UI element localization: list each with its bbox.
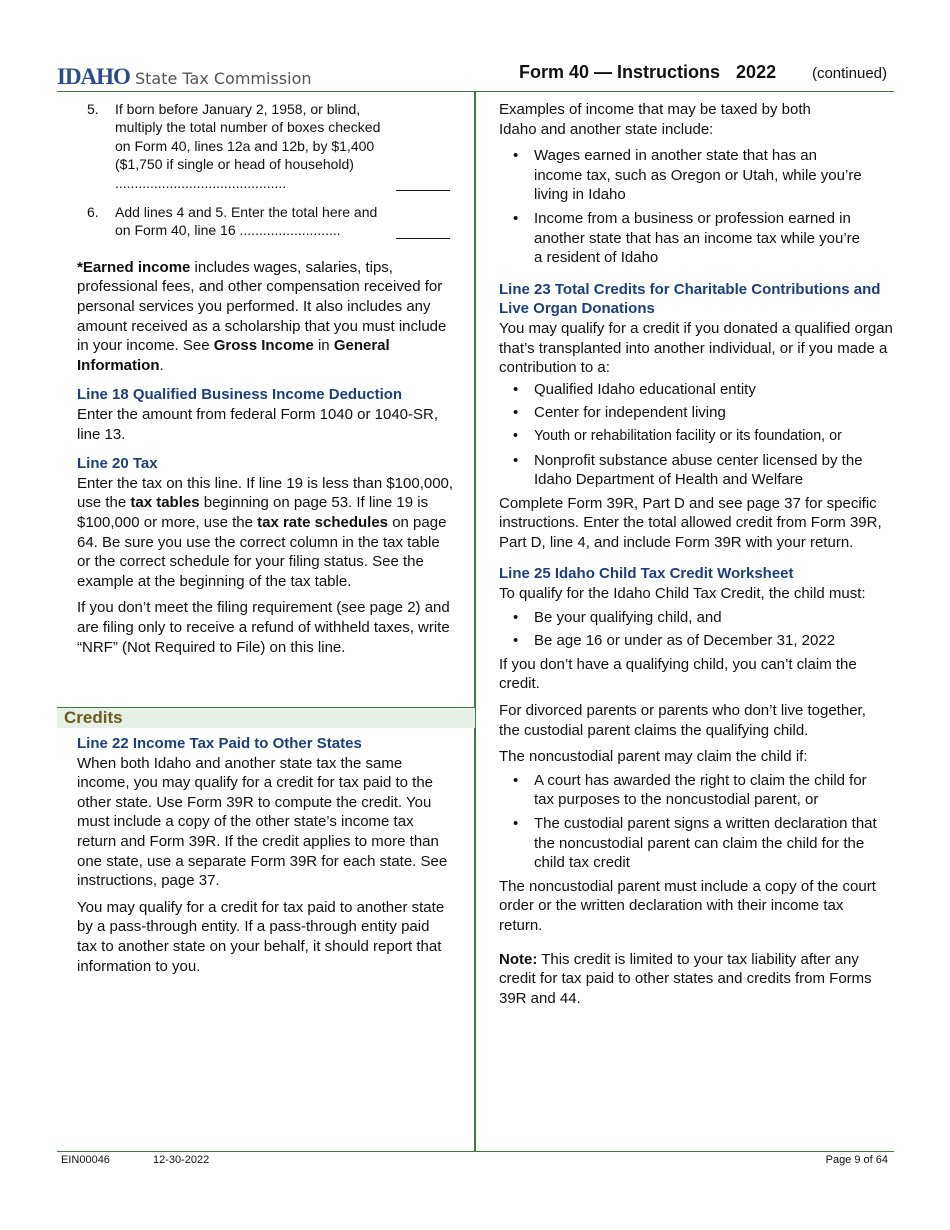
continued-label: (continued): [811, 65, 887, 82]
line-number: 6.: [87, 204, 99, 221]
column-divider: [474, 92, 476, 1152]
line-text: Add lines 4 and 5. Enter the total here and on Form 40, line 16 ..........................: [115, 204, 378, 239]
line25-no-child: If you don’t have a qualifying child, you can’t claim the credit.: [499, 655, 857, 693]
footer-code: EIN00046: [61, 1154, 110, 1166]
left-column-credits: [77, 734, 457, 983]
line-text: If born before January 2, 1958, or blind, multiply the total number of boxes checked on Form 40, lines 12a and 12b, by $1,400 ($1,750 if single or head of household) ............................................: [115, 101, 381, 191]
line22-heading: Line 22 Income Tax Paid to Other States: [77, 735, 362, 752]
tax-rate-schedules-ref: tax rate schedules: [257, 513, 389, 531]
list-item: • Be age 16 or under as of December 31, 2022: [499, 631, 894, 651]
line20-body: [77, 474, 457, 592]
idaho-logo: [57, 64, 312, 90]
left-column: [77, 100, 457, 664]
line20-text-e: on page 64. Be sure you use the correct column in the tax table or the correct schedule for your filing status. See the example at the beginning of the tax table.: [77, 513, 447, 590]
line25-noncustodial: The noncustodial parent may claim the child if:: [499, 748, 808, 766]
page-number: Page 9 of 64: [825, 1154, 888, 1166]
examples-list: [499, 146, 894, 268]
footer-divider: [57, 1151, 894, 1152]
page-header: [57, 58, 893, 92]
form-title: [519, 62, 776, 83]
list-item: • Center for independent living: [499, 403, 894, 423]
note-text: This credit is limited to your tax liability after any credit for tax paid to other states and credits from Forms 39R and 44.: [499, 950, 872, 1007]
entry-blank: [396, 190, 450, 191]
earned-income-note: [77, 258, 457, 376]
logo-mark: IDAHO: [57, 64, 130, 89]
line18-heading: Line 18 Qualified Business Income Deduction: [77, 386, 403, 404]
worksheet-line-5: [77, 100, 385, 192]
line25-copy: The noncustodial parent must include a copy of the court order or the written declaration with their income tax return.: [499, 877, 876, 934]
line20-text-c: beginning on page 53. If line 19 is $100,000 or more, use the: [77, 494, 429, 531]
entry-blank: [396, 238, 450, 239]
line23-after: Complete Form 39R, Part D and see page 37 for specific instructions. Enter the total allowed credit from Form 39R, Part D, line 4, and include Form 39R with your return.: [499, 494, 882, 551]
general-information-ref: General Information: [77, 337, 390, 374]
line20-nrf: If you don’t meet the filing requirement (see page 2) and are filing only to receive a refund of withheld taxes, write “NRF” (Not Required to File) on this line.: [77, 599, 450, 656]
line-number: 5.: [87, 101, 99, 117]
list-item: • A court has awarded the right to claim the child for tax purposes to the noncustodial parent, or: [499, 771, 879, 810]
noncustodial-list: [499, 771, 894, 873]
credits-section-bar: [57, 707, 475, 728]
period: .: [159, 356, 164, 374]
line20-heading: Line 20 Tax: [77, 455, 158, 473]
line23-heading: Line 23 Total Credits for Charitable Contributions and Live Organ Donations: [499, 280, 881, 318]
line23-list: [499, 380, 894, 490]
tax-tables-ref: tax tables: [130, 494, 200, 512]
right-column: [499, 100, 894, 1015]
line20-text-a: Enter the tax on this line. If line 19 is less than $100,000, use the: [77, 474, 454, 512]
form-year: 2022: [736, 62, 777, 82]
list-item: • The custodial parent signs a written declaration that the noncustodial parent can claim the child for the child tax credit: [499, 814, 879, 873]
note-label: Note:: [499, 950, 538, 968]
earned-income-text: includes wages, salaries, tips, professional fees, and other compensation received for personal services you performed. It also includes any amount received as a scholarship that you must include in your income. See: [77, 258, 447, 355]
line25-intro: To qualify for the Idaho Child Tax Credit, the child must:: [499, 585, 866, 603]
logo-text: State Tax Commission: [134, 69, 312, 88]
list-item: • Qualified Idaho educational entity: [499, 380, 894, 400]
list-item: • Nonprofit substance abuse center licensed by the Idaho Department of Health and Welfare: [499, 451, 874, 490]
worksheet-line-6: [77, 203, 385, 240]
earned-income-term: *Earned income: [77, 258, 191, 276]
line25-list: [499, 608, 894, 651]
line18-body: Enter the amount from federal Form 1040 or 1040-SR, line 13.: [77, 406, 439, 443]
list-item: • Be your qualifying child, and: [499, 608, 894, 628]
form-title-text: Form 40 — Instructions: [519, 62, 721, 82]
list-item: • Wages earned in another state that has an income tax, such as Oregon or Utah, while you’re living in Idaho: [499, 146, 864, 205]
line23-intro: You may qualify for a credit if you donated a qualified organ that’s transplanted into another individual, or if you made a contribution to a:: [499, 319, 893, 377]
examples-intro: Examples of income that may be taxed by both Idaho and another state include:: [499, 101, 811, 138]
credits-title: Credits: [64, 708, 123, 727]
footer-date: 12-30-2022: [153, 1154, 210, 1166]
list-item: • Youth or rehabilitation facility or its foundation, or: [499, 427, 894, 447]
line25-heading: Line 25 Idaho Child Tax Credit Worksheet: [499, 565, 794, 583]
list-item: • Income from a business or profession earned in another state that has an income tax while you’re a resident of Idaho: [499, 209, 869, 268]
line25-note: [499, 950, 889, 1009]
line22-body: When both Idaho and another state tax the same income, you may qualify for a credit for tax paid to the other state. Use Form 39R to compute the credit. You must include a copy of the other state’s income tax return and Form 39R. If the credit applies to more than one state, use a separate Form 39R for each state. See instructions, page 37.: [77, 754, 448, 890]
gross-income-ref: Gross Income: [213, 337, 314, 355]
line22-passthrough: You may qualify for a credit for tax paid to another state by a pass-through entity. If a pass-through entity paid tax to another state on your behalf, it should report that information to you.: [77, 898, 445, 975]
connector-text: in: [313, 337, 334, 355]
line25-divorced: For divorced parents or parents who don’t live together, the custodial parent claims the qualifying child.: [499, 702, 866, 739]
